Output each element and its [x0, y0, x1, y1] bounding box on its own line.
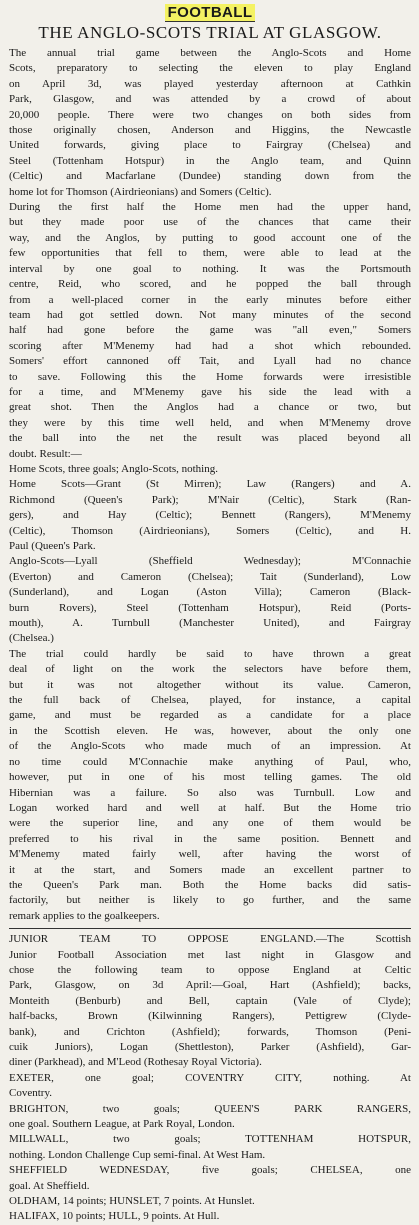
- text-line: few opportunities that fell to them, were able to lead at the: [9, 247, 411, 260]
- text-line: gers), and Hay (Celtic); Bennett (Rangers), M'Menemy: [9, 509, 411, 522]
- text-line: Home Scots, three goals; Anglo-Scots, nothing.: [9, 462, 218, 475]
- section-header-label: FOOTBALL: [165, 4, 256, 22]
- text-line: (Sunderland), and Logan (Aston Villa); Cameron (Black-: [9, 586, 411, 599]
- article-title: THE ANGLO-SCOTS TRIAL AT GLASGOW.: [38, 23, 382, 42]
- text-line: The annual trial game between the Anglo-Scots and Home: [9, 47, 411, 59]
- text-line: United forwards, giving place to Fairgray (Chelsea) and: [9, 139, 411, 152]
- text-line: great shot. Then the Anglos had a chance or two, but: [9, 401, 411, 414]
- column-rule: [9, 928, 411, 929]
- text-line: Logan worked hard and well at half. But the Home trio: [9, 801, 411, 814]
- text-line: mouth), A. Turnbull (Manchester United), and Fairgray: [9, 617, 411, 630]
- text-line: Monteith (Benburb) and Bell, captain (Vale of Clyde);: [9, 994, 411, 1007]
- text-line: scoring after M'Menemy had had a shot which rebounded.: [9, 339, 411, 352]
- text-line: OLDHAM, 14 points; HUNSLET, 7 points. At Hunslet.: [9, 1195, 255, 1208]
- text-line: from a well-placed corner in the early minutes before either: [9, 293, 411, 306]
- text-line: on April 3d, was played yesterday afternoon at Cathkin: [9, 77, 411, 90]
- text-line: During the first half the Home men had the upper hand,: [9, 201, 411, 214]
- text-line: Anglo-Scots—Lyall (Sheffield Wednesday); M'Connachie: [9, 555, 411, 568]
- text-line: half had gone before the game was "all even," Somers: [9, 324, 411, 337]
- text-line: preferred to his rival in the same position. Bennett and: [9, 832, 411, 845]
- text-line: those originally chosen, Anderson and Higgins, the Newcastle: [9, 124, 411, 137]
- results-body: [9, 932, 411, 1225]
- text-line: half-backs, Brown (Kilwinning Rangers), Pettigrew (Clyde-: [9, 1010, 411, 1023]
- text-line: (Celtic) and Macfarlane (Dundee) standing down from the: [9, 170, 411, 183]
- text-line: but they made poor use of the chances that came their: [9, 216, 411, 229]
- text-line: (Chelsea.): [9, 632, 54, 645]
- text-line: (Everton) and Cameron (Chelsea); Tait (Sunderland), Low: [9, 570, 411, 583]
- text-line: Richmond (Queen's Park); M'Nair (Celtic), Stark (Ran-: [9, 493, 411, 506]
- text-line: goal. At Sheffield.: [9, 1179, 90, 1192]
- text-line: Hibernian was a failure. So also was Turnbull. Low and: [9, 786, 411, 799]
- text-line: deal of light on the work the selectors have before them,: [9, 663, 411, 676]
- text-line: but it was not altogether without its value. Cameron,: [9, 678, 411, 691]
- text-line: chose the following team to oppose England at Celtic: [9, 963, 411, 976]
- text-line: the ball into the net the result was placed beyond all: [9, 432, 411, 445]
- text-line: remark applies to the goalkeepers.: [9, 909, 160, 922]
- section-header: [9, 2, 411, 22]
- text-line: 20,000 people. There were two changes on both sides from: [9, 108, 411, 121]
- text-line: centre, Reid, who scored, and he popped the ball through: [9, 278, 411, 291]
- text-line: EXETER, one goal; COVENTRY CITY, nothing. At: [9, 1071, 411, 1084]
- text-line: Steel (Tottenham Hotspur) in the Anglo team, and Quinn: [9, 154, 411, 167]
- text-line: factorily, but neither is likely to go further, and the same: [9, 894, 411, 907]
- text-line: burn Rovers), Steel (Tottenham Hotspur), Reid (Ports-: [9, 601, 411, 614]
- text-line: cuik Juniors), Logan (Shettleston), Parker (Ashfield), Gar-: [9, 1041, 411, 1053]
- text-line: HALIFAX, 10 points; HULL, 9 points. At Hull.: [9, 1210, 220, 1223]
- text-line: to save. Following this the Home forwards were irresistible: [9, 370, 411, 383]
- text-line: game, and must be regarded as a candidate for a place: [9, 709, 411, 722]
- text-line: diner (Parkhead), and M'Leod (Rothesay Royal Victoria).: [9, 1056, 262, 1069]
- text-line: the full back of Chelsea, played, for instance, a capital: [9, 694, 411, 707]
- text-line: the Queen's Park man. Both the Home backs did satis-: [9, 878, 411, 891]
- text-line: BRIGHTON, two goals; QUEEN'S PARK RANGERS,: [9, 1102, 411, 1115]
- text-line: Home Scots—Grant (St Mirren); Law (Rangers) and A.: [9, 478, 411, 491]
- text-line: Somers' effort cannoned off Tait, and Lyall had no chance: [9, 355, 411, 368]
- text-line: they were by this time well held, and when M'Menemy drove: [9, 416, 411, 429]
- text-line: bank), and Crichton (Ashfield); forwards, Thomson (Peni-: [9, 1025, 411, 1038]
- text-line: in the Scottish eleven. He was, however, about the only one: [9, 724, 411, 737]
- text-line: MILLWALL, two goals; TOTTENHAM HOTSPUR,: [9, 1133, 411, 1146]
- text-line: SHEFFIELD WEDNESDAY, five goals; CHELSEA, one: [9, 1164, 411, 1177]
- text-line: Park, Glasgow, and was attended by a crowd of about: [9, 93, 411, 106]
- text-line: one goal. Southern League, at Park Royal, London.: [9, 1118, 235, 1131]
- text-line: JUNIOR TEAM TO OPPOSE ENGLAND.—The Scottish: [9, 933, 411, 946]
- text-line: Park, Glasgow, on 3d April:—Goal, Hart (Ashfield); backs,: [9, 979, 411, 992]
- text-line: M'Menemy mated fairly well, after having the worst of: [9, 848, 411, 861]
- text-line: home lot for Thomson (Airdrieonians) and Somers (Celtic).: [9, 185, 272, 198]
- text-line: (Celtic), Thomson (Airdrieonians), Somers (Celtic), and H.: [9, 524, 411, 537]
- text-line: Paul (Queen's Park.: [9, 540, 96, 552]
- text-line: it at the start, and Somers made an excellent partner to: [9, 863, 411, 876]
- text-line: were the superior line, and any one of them would be: [9, 817, 411, 830]
- text-line: nothing. London Challenge Cup semi-final. At West Ham.: [9, 1148, 266, 1161]
- text-line: doubt. Result:—: [9, 447, 82, 460]
- text-line: Coventry.: [9, 1087, 52, 1100]
- text-line: team had got settled down. Not many minutes of the second: [9, 308, 411, 321]
- text-line: however, put in one of his most telling games. The old: [9, 771, 411, 784]
- text-line: for a time, and M'Menemy gave his side the lead with a: [9, 385, 411, 398]
- text-line: of the Anglo-Scots who made much of an impression. At: [9, 740, 411, 753]
- text-line: Scots, preparatory to selecting the eleven to play England: [9, 62, 411, 75]
- text-line: Junior Football Association met last night in Glasgow and: [9, 948, 411, 961]
- article-body: [9, 46, 411, 924]
- text-line: interval by one goal to nothing. It was the Portsmouth: [9, 262, 411, 275]
- text-line: way, and the Anglos, by putting to good account one of the: [9, 231, 411, 244]
- text-line: no time could M'Connachie make anything of Paul, who,: [9, 755, 411, 768]
- text-line: The trial could hardly be said to have thrown a great: [9, 647, 411, 660]
